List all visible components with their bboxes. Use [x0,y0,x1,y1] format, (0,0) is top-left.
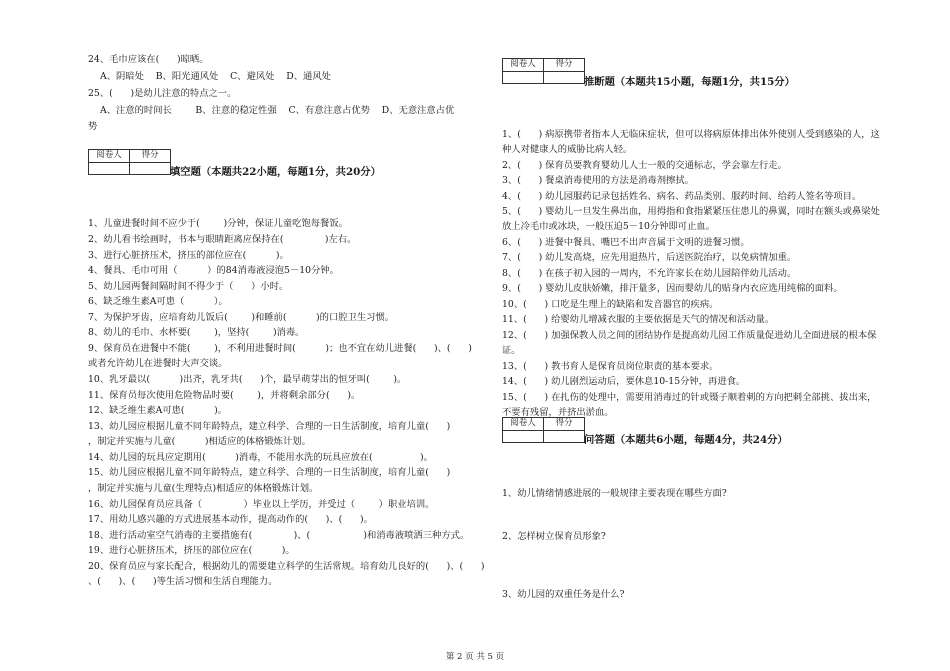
fill-item-line: 13、幼儿园应根据儿童不同年龄特点，建立科学、合理的一日生活制度，培育儿童( ) [88,421,451,432]
score-box-grader-cell[interactable] [503,72,544,84]
fill-item-line: 1、儿童进餐时间不应少于( )分钟，保证儿童吃饱每餐饭。 [88,218,348,229]
score-box-grader-cell[interactable] [89,163,130,175]
fill-item-line: 11、保育员每次使用危险物品时要( )，并将剩余部分( )。 [88,390,361,401]
question-25-options-cont: 势 [88,121,98,132]
score-box-score-cell[interactable] [544,72,585,84]
qa-score-box [502,417,585,443]
fill-score-box [88,149,171,175]
qa-question-3: 3、幼儿园的双重任务是什么? [502,589,625,600]
fill-item-line: 或者允许幼儿在进餐时大声交谈。 [88,358,228,369]
fill-section-title: 填空题（本题共22小题，每题1分，共20分） [170,166,381,178]
judge-item-line: 5、( ) 婴幼儿一旦发生鼻出血，用拇指和食指紧紧压住患儿的鼻翼，同时在额头或鼻梁处 [502,206,880,217]
judge-item-line: 13、( ) 教书育人是保育员岗位职责的基本要求。 [502,361,719,372]
judge-item-line: 证。 [502,345,521,356]
fill-item-line: 8、幼儿的毛巾、水杯要( )，坚持( )消毒。 [88,327,305,338]
fill-item-line: 9、保育员在进餐中不能( )，不利用进餐时间( )；也不宜在幼儿进餐( )、( ) [88,343,472,354]
fill-item-line: 3、进行心脏挤压术，挤压的部位应在( )。 [88,250,289,261]
judge-item-line: 2、( ) 保育员要教育婴幼儿人士一般的交通标志，学会靠左行走。 [502,160,787,171]
fill-item-line: 6、缺乏维生素A可患（ ）。 [88,296,228,307]
fill-item-line: 20、保育员应与家长配合，根据幼儿的需要建立科学的生活常规。培育幼儿良好的( )、( ) [88,561,485,572]
judge-item-line: 6、( ) 进餐中餐具、嘴巴不出声音属于文明的进餐习惯。 [502,237,750,248]
fill-item-line: 14、幼儿园的玩具应定期用( )消毒，不能用水洗的玩具应放在( )。 [88,452,433,463]
judge-item-line: 7、( ) 幼儿发高烧，应先用退热片，后送医院治疗，以免病情加重。 [502,252,797,263]
judge-score-box [502,58,585,84]
judge-item-line: 放上冷毛巾或冰块，一般压迫5－10分钟即可止血。 [502,221,715,232]
judge-item-line: 4、( ) 幼儿园服药记录包括姓名、病名、药品类别、服药时间、给药人签名等项目。 [502,191,862,202]
judge-item-line: 不要有残留，并挤出淤血。 [502,407,614,418]
fill-item-line: 、( )、( )等生活习惯和生活自理能力。 [88,576,278,587]
qa-question-2: 2、怎样树立保育员形象? [502,531,606,542]
fill-item-line: 19、进行心脏挤压术，挤压的部位应在( )。 [88,545,295,556]
score-box-grader-label: 阅卷人 [89,150,130,163]
score-box-score-label: 得分 [544,59,585,72]
judge-item-line: 14、( ) 幼儿剧烈运动后，要休息10-15分钟，再进食。 [502,376,746,387]
fill-item-line: 7、为保护牙齿，应培育幼儿饭后( )和睡前( )的口腔卫生习惯。 [88,312,395,323]
judge-item-line: 种人对健康人的威胁比病人轻。 [502,144,633,155]
qa-question-1: 1、幼儿情绪情感进展的一般规律主要表现在哪些方面? [502,488,727,499]
score-box-score-label: 得分 [130,150,171,163]
fill-item-line: 12、缺乏维生素A可患( )。 [88,405,228,416]
judge-section-title: 推断题（本题共15小题，每题1分，共15分） [584,76,795,88]
fill-item-line: 4、餐具、毛巾可用（ ）的84消毒液浸泡5－10分钟。 [88,265,339,276]
judge-item-line: 11、( ) 给婴幼儿增减衣服的主要依据是天气的情况和活动量。 [502,314,775,325]
question-24: 24、毛巾应该在( )晾晒。 [88,54,209,65]
judge-item-line: 12、( ) 加强保教人员之间的团结协作是提高幼儿园工作质量促进幼儿全面进展的根本保 [502,330,877,341]
score-box-score-cell[interactable] [130,163,171,175]
fill-item-line: 16、幼儿园保育员应具备（ ）毕业以上学历，并受过（ ）职业培训。 [88,499,435,510]
judge-item-line: 3、( ) 餐桌消毒使用的方法是消毒剂擦拭。 [502,175,694,186]
fill-item-line: 2、幼儿看书绘画时，书本与眼睛距离应保持在( )左右。 [88,234,357,245]
fill-item-line: ，制定并实施与儿童( )相适应的体格锻炼计划。 [88,436,311,447]
qa-section-title: 问答题（本题共6小题，每题4分，共24分） [584,434,788,446]
score-box-grader-label: 阅卷人 [503,59,544,72]
fill-item-line: ，制定并实施与儿童(生理特点)相适应的体格锻炼计划。 [88,483,319,494]
score-box-score-label: 得分 [544,418,585,431]
page-footer: 第 2 页 共 5 页 [445,652,505,662]
judge-item-line: 9、( ) 婴幼儿皮肤娇嫩，排汗量多，因而婴幼儿的贴身内衣应选用纯棉的面料。 [502,283,843,294]
judge-item-line: 8、( ) 在孩子初入园的一周内，不允许家长在幼儿园陪伴幼儿活动。 [502,268,797,279]
question-25: 25、( )是幼儿注意的特点之一。 [88,88,237,99]
fill-item-line: 17、用幼儿感兴趣的方式进展基本动作，提高动作的( )、( )。 [88,514,373,525]
judge-item-line: 1、( ) 病原携带者指本人无临床症状，但可以将病原体排出体外使别人受到感染的人，这 [502,129,880,140]
score-box-score-cell[interactable] [544,431,585,443]
judge-item-line: 15、( ) 在扎伤的处理中，需要用消毒过的针或镊子顺着刺的方向把刺全部挑、拔出来， [502,392,877,403]
score-box-grader-label: 阅卷人 [503,418,544,431]
question-25-options: A、注意的时间长 B、注意的稳定性强 C、有意注意占优势 D、无意注意占优 [100,105,455,116]
fill-item-line: 15、幼儿园应根据儿童不同年龄特点，建立科学、合理的一日生活制度，培育儿童( ) [88,467,451,478]
fill-item-line: 10、乳牙最以( )出齐，乳牙共( )个，最早萌芽出的恒牙叫( )。 [88,374,407,385]
judge-item-line: 10、( ) 口吃是生理上的缺陷和发音器官的疾病。 [502,299,719,310]
score-box-grader-cell[interactable] [503,431,544,443]
fill-item-line: 18、进行活动室空气消毒的主要措施有( )、( )和消毒液喷洒三种方式。 [88,530,470,541]
fill-item-line: 5、幼儿园两餐间隔时间不得少于（ ）小时。 [88,281,289,292]
question-24-options: A、阴暗处 B、阳光通风处 C、避风处 D、通风处 [100,71,331,82]
